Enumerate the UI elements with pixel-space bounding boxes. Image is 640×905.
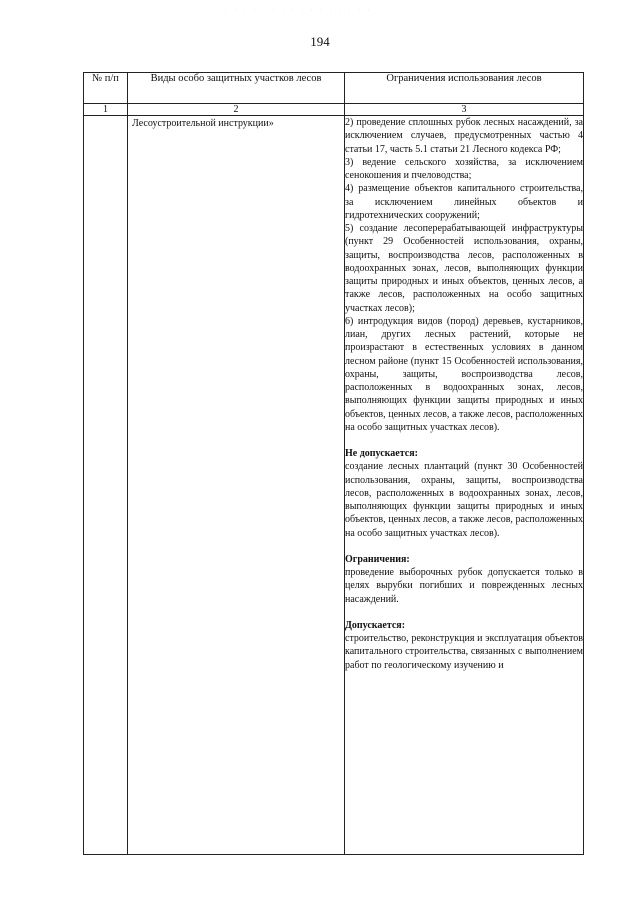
row-restrictions-cell <box>345 116 584 855</box>
restriction-item-3: 3) ведение сельского хозяйства, за исключением сенокошения и пчеловодства; <box>345 156 583 181</box>
restriction-item-5: 5) создание лесоперерабатывающей инфраструктуры (пункт 29 Особенностей использования, охраны, защиты, воспроизводства лесов, расположенных в водоохранных зонах, лесов, выполняющих функции защиты природных и иных объектов, ценных лесов, а также лесов, расположенных на особо защитных участках лесов); <box>345 223 583 314</box>
limits-text: проведение выборочных рубок допускается только в целях вырубки погибших и поврежденных лесных насаждений. <box>345 567 583 605</box>
allowed-heading: Допускается: <box>345 619 406 631</box>
column-number-row <box>84 104 584 116</box>
restriction-item-4: 4) размещение объектов капитального строительства, за исключением линейных объектов и гидротехнических сооружений; <box>345 183 583 221</box>
table-row <box>84 116 584 855</box>
limits-heading: Ограничения: <box>345 553 410 565</box>
column-number-1: 1 <box>84 104 128 116</box>
header-types: Виды особо защитных участков лесов <box>128 73 345 104</box>
restriction-item-6: 6) интродукция видов (пород) деревьев, кустарников, лиан, других лесных растений, которые не произрастают в естественных условиях в данном лесном районе (пункт 15 Особенностей использования, охраны, защиты, воспроизводства лесов, расположенных в водоохранных зонах, лесов, выполняющих функции защиты природных и иных объектов, ценных лесов, а также лесов, расположенных на особо защитных участках лесов). <box>345 315 583 433</box>
table-header-row <box>84 73 584 104</box>
column-number-2: 2 <box>128 104 345 116</box>
allowed-text: строительство, реконструкция и эксплуатация объектов капитального строительства, связанных с выполнением работ по геологическому изучению и <box>345 633 583 671</box>
row-num-cell <box>84 116 128 855</box>
restrictions-table <box>83 72 584 855</box>
scan-specks: · · · · · · · · · · · · · · · · <box>225 8 373 14</box>
restriction-item-2: 2) проведение сплошных рубок лесных насаждений, за исключением случаев, предусмотренных частью 4 статьи 17, часть 5.1 статьи 21 Лесного кодекса РФ; <box>345 117 583 155</box>
not-allowed-text: создание лесных плантаций (пункт 30 Особенностей использования, охраны, защиты, воспроизводства лесов, расположенных в водоохранных зонах, лесов, выполняющих функции защиты природных и иных объектов, ценных лесов, а также лесов, расположенных на особо защитных участках лесов). <box>345 461 583 539</box>
row-type-cell <box>128 116 345 855</box>
header-limits: Ограничения использования лесов <box>345 73 584 104</box>
page-number: 194 <box>310 34 330 49</box>
header-num: № п/п <box>84 73 128 104</box>
row-type-text: Лесоустроительной инструкции» <box>132 118 274 129</box>
column-number-3: 3 <box>345 104 584 116</box>
not-allowed-heading: Не допускается: <box>345 448 418 459</box>
